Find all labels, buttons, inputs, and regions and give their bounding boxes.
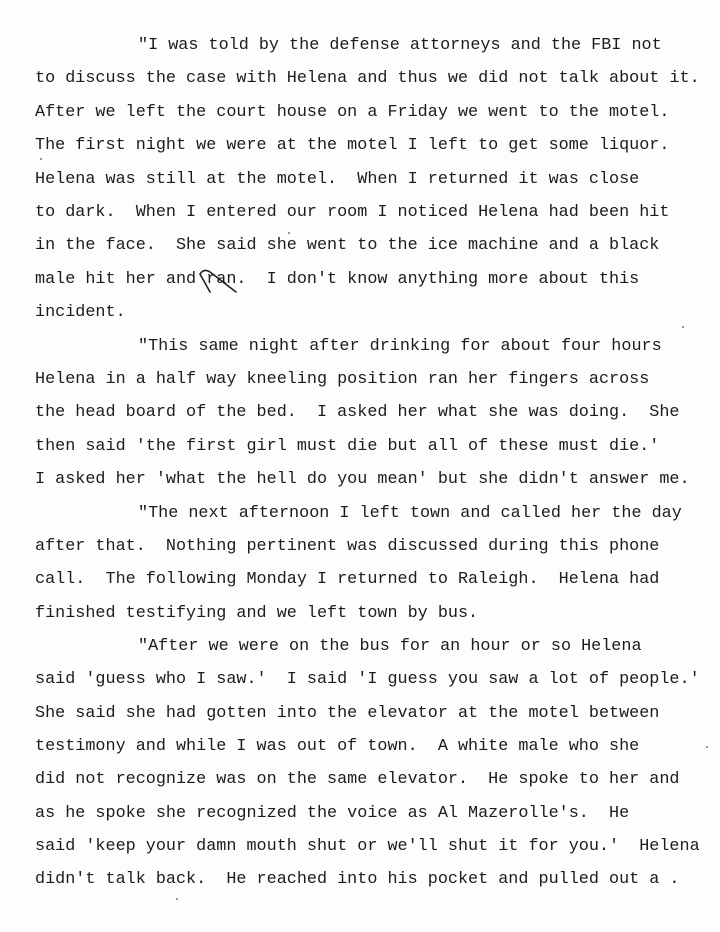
paragraph-2-line-3: the head board of the bed. I asked her what she was doing. She (35, 403, 680, 422)
paragraph-1-line-9: incident. (35, 303, 126, 322)
scan-speck (176, 898, 178, 900)
paragraph-1-line-5: Helena was still at the motel. When I returned it was close (35, 170, 640, 189)
paragraph-2-line-5: I asked her 'what the hell do you mean' but she didn't answer me. (35, 470, 690, 489)
paragraph-3-line-3: call. The following Monday I returned to Raleigh. Helena had (35, 570, 660, 589)
paragraph-2-line-1: "This same night after drinking for about four hours (138, 337, 662, 356)
paragraph-4-line-4: testimony and while I was out of town. A white male who she (35, 737, 640, 756)
paragraph-2-line-4: then said 'the first girl must die but all of these must die.' (35, 437, 660, 456)
paragraph-4-line-1: "After we were on the bus for an hour or so Helena (138, 637, 642, 656)
paragraph-4-line-5: did not recognize was on the same elevator. He spoke to her and (35, 770, 680, 789)
scan-speck (40, 158, 42, 160)
paragraph-4-line-8: didn't talk back. He reached into his pocket and pulled out a . (35, 870, 680, 889)
paragraph-1-line-6: to dark. When I entered our room I noticed Helena had been hit (35, 203, 670, 222)
paragraph-3-line-1: "The next afternoon I left town and called her the day (138, 504, 682, 523)
paragraph-3-line-4: finished testifying and we left town by bus. (35, 604, 479, 623)
scan-speck (706, 746, 708, 748)
paragraph-2-line-2: Helena in a half way kneeling position ran her fingers across (35, 370, 650, 389)
paragraph-4-line-6: as he spoke she recognized the voice as Al Mazerolle's. He (35, 804, 630, 823)
paragraph-1-line-4: The first night we were at the motel I left to get some liquor. (35, 136, 670, 155)
scan-speck (288, 232, 290, 234)
paragraph-4-line-7: said 'keep your damn mouth shut or we'll shut it for you.' Helena (35, 837, 700, 856)
paragraph-1-line-3: After we left the court house on a Friday we went to the motel. (35, 103, 670, 122)
paragraph-4-line-3: She said she had gotten into the elevator at the motel between (35, 704, 660, 723)
paragraph-3-line-2: after that. Nothing pertinent was discussed during this phone (35, 537, 660, 556)
handwritten-check-mark-icon (196, 266, 256, 302)
paragraph-1-line-2: to discuss the case with Helena and thus we did not talk about it. (35, 69, 700, 88)
paragraph-4-line-2: said 'guess who I saw.' I said 'I guess you saw a lot of people.' (35, 670, 700, 689)
paragraph-1-line-1: "I was told by the defense attorneys and the FBI not (138, 36, 662, 55)
scan-speck (682, 326, 684, 328)
paragraph-1-line-7: in the face. She said she went to the ice machine and a black (35, 236, 660, 255)
paragraph-1-line-8: male hit her and ran. I don't know anything more about this (35, 270, 640, 289)
